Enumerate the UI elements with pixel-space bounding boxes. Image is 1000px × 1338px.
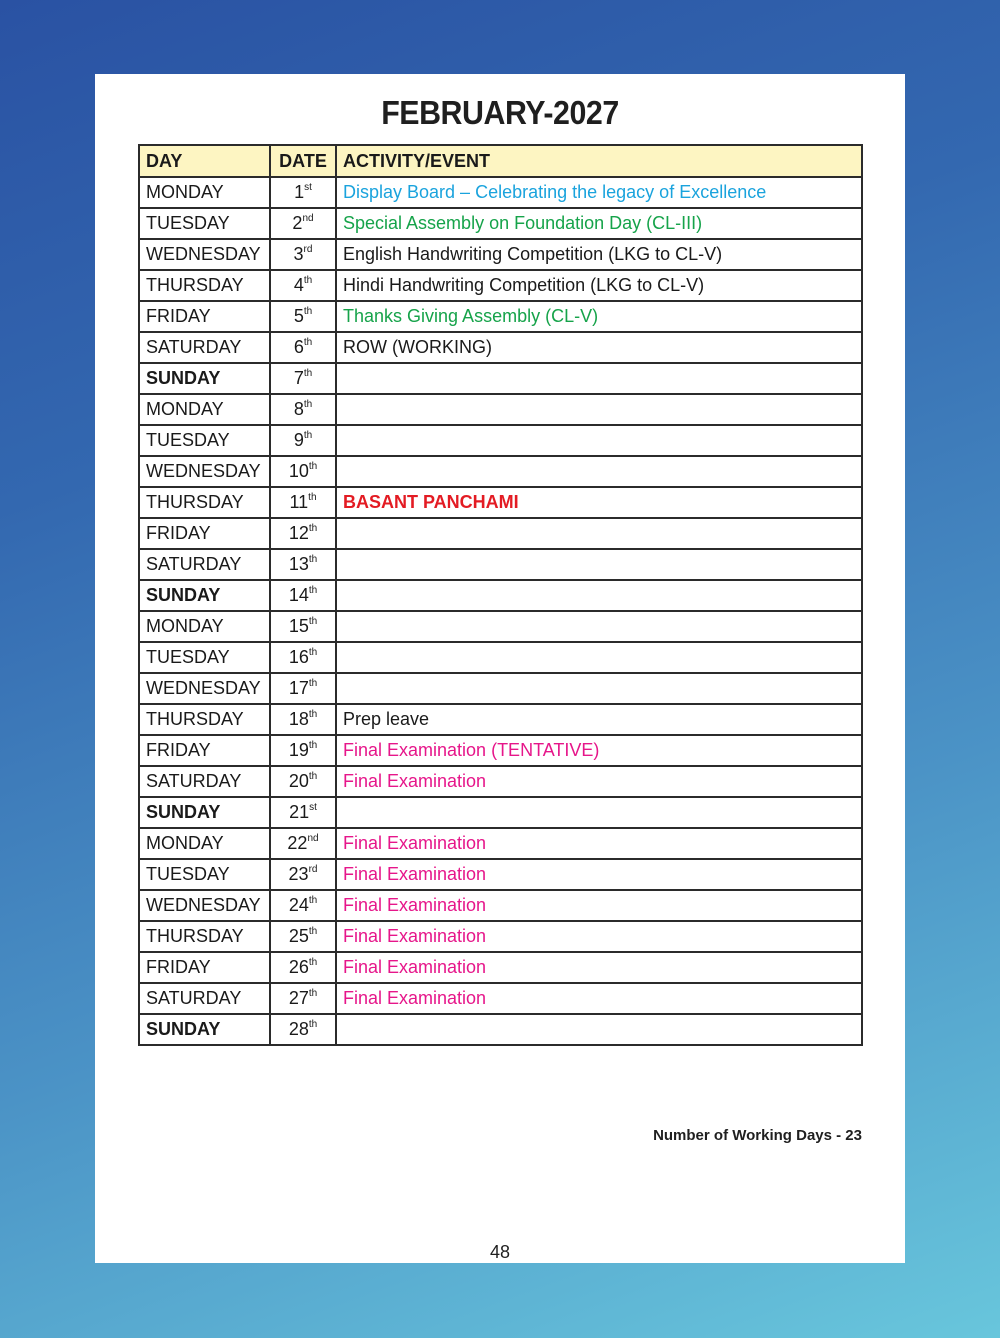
table-row [139,735,862,766]
table-row [139,797,862,828]
activity-cell: BASANT PANCHAMI [336,487,862,518]
day-cell: TUESDAY [139,859,270,890]
date-ordinal-suffix: th [308,1019,318,1030]
table-row [139,425,862,456]
date-ordinal-suffix: th [308,895,318,906]
table-row [139,549,862,580]
date-number: 18 [288,709,309,729]
date-ordinal-suffix: nd [307,833,319,844]
activity-cell: Prep leave [336,704,862,735]
date-ordinal-suffix: th [303,337,313,348]
date-ordinal-suffix: rd [303,244,313,255]
day-cell: THURSDAY [139,487,270,518]
page-title: FEBRUARY-2027 [381,94,619,131]
page-number: 48 [489,1242,511,1262]
date-cell [270,983,336,1014]
date-number: 14 [288,585,309,605]
date-ordinal-suffix: th [308,771,318,782]
date-cell [270,611,336,642]
activity-cell: Final Examination (TENTATIVE) [336,735,862,766]
table-row [139,983,862,1014]
date-number: 7 [293,368,304,388]
date-number: 11 [289,492,309,512]
date-number: 10 [288,461,309,481]
date-cell [270,394,336,425]
date-cell [270,797,336,828]
day-cell: WEDNESDAY [139,673,270,704]
date-number: 25 [288,926,309,946]
date-ordinal-suffix: th [308,957,318,968]
date-cell [270,952,336,983]
date-ordinal-suffix: th [308,461,318,472]
date-cell [270,735,336,766]
activity-cell: Final Examination [336,766,862,797]
table-row [139,642,862,673]
day-cell: SUNDAY [139,363,270,394]
day-cell: TUESDAY [139,208,270,239]
activity-cell: Final Examination [336,890,862,921]
table-row [139,518,862,549]
date-ordinal-suffix: th [303,275,313,286]
date-cell [270,239,336,270]
header-activity: ACTIVITY/EVENT [336,145,862,177]
activity-cell [336,425,862,456]
table-row [139,766,862,797]
day-cell: FRIDAY [139,301,270,332]
table-body [139,177,862,1045]
activity-cell [336,580,862,611]
table-row [139,177,862,208]
table-row [139,332,862,363]
table-row [139,673,862,704]
activity-cell: English Handwriting Competition (LKG to CL-V) [336,239,862,270]
day-cell: TUESDAY [139,425,270,456]
date-number: 9 [293,430,304,450]
date-ordinal-suffix: th [303,306,313,317]
day-cell: WEDNESDAY [139,890,270,921]
calendar-table [138,144,863,1046]
date-number: 22 [287,833,308,853]
date-number: 12 [288,523,309,543]
table-row [139,859,862,890]
table-row [139,1014,862,1045]
table-row [139,952,862,983]
day-cell: SUNDAY [139,797,270,828]
date-number: 13 [288,554,309,574]
activity-cell: Hindi Handwriting Competition (LKG to CL-V) [336,270,862,301]
activity-cell: ROW (WORKING) [336,332,862,363]
date-number: 19 [288,740,309,760]
activity-cell [336,673,862,704]
date-number: 8 [293,399,304,419]
table-row [139,890,862,921]
day-cell: FRIDAY [139,518,270,549]
date-cell [270,766,336,797]
date-cell [270,921,336,952]
activity-cell: Final Examination [336,859,862,890]
day-cell: THURSDAY [139,704,270,735]
table-row [139,828,862,859]
date-ordinal-suffix: th [303,368,313,379]
table-row [139,301,862,332]
date-number: 16 [288,647,309,667]
table-row [139,456,862,487]
activity-cell [336,394,862,425]
day-cell: SATURDAY [139,983,270,1014]
activity-cell: Special Assembly on Foundation Day (CL-III) [336,208,862,239]
date-ordinal-suffix: th [308,554,318,565]
date-ordinal-suffix: th [308,678,318,689]
day-cell: MONDAY [139,177,270,208]
day-cell: SATURDAY [139,549,270,580]
table-row [139,363,862,394]
table-row [139,208,862,239]
date-cell [270,332,336,363]
activity-cell: Display Board – Celebrating the legacy of Excellence [336,177,862,208]
day-cell: THURSDAY [139,921,270,952]
header-day: DAY [139,145,270,177]
day-cell: SATURDAY [139,332,270,363]
date-cell [270,487,336,518]
table-row [139,487,862,518]
date-ordinal-suffix: rd [308,864,318,875]
day-cell: SUNDAY [139,580,270,611]
date-number: 15 [288,616,309,636]
table-row [139,704,862,735]
day-cell: MONDAY [139,394,270,425]
day-cell: WEDNESDAY [139,456,270,487]
day-cell: FRIDAY [139,952,270,983]
date-cell [270,890,336,921]
date-cell [270,301,336,332]
date-number: 24 [288,895,309,915]
activity-cell: Final Examination [336,921,862,952]
date-number: 27 [288,988,309,1008]
date-ordinal-suffix: th [308,740,318,751]
activity-cell [336,518,862,549]
day-cell: MONDAY [139,611,270,642]
date-ordinal-suffix: st [304,182,312,193]
activity-cell [336,611,862,642]
day-cell: THURSDAY [139,270,270,301]
date-cell [270,704,336,735]
date-ordinal-suffix: th [303,399,313,410]
activity-cell [336,456,862,487]
date-number: 5 [293,306,304,326]
date-number: 26 [288,957,309,977]
table-row [139,921,862,952]
date-cell [270,518,336,549]
activity-cell [336,549,862,580]
date-cell [270,828,336,859]
activity-cell: Final Examination [336,828,862,859]
date-ordinal-suffix: nd [302,213,314,224]
table-row [139,270,862,301]
date-cell [270,673,336,704]
activity-cell: Final Examination [336,952,862,983]
date-ordinal-suffix: th [308,709,318,720]
date-number: 21 [289,802,310,822]
table-row [139,394,862,425]
table-row [139,611,862,642]
working-days-count: Number of Working Days - 23 [653,1127,862,1144]
date-cell [270,859,336,890]
date-cell [270,425,336,456]
date-cell [270,1014,336,1045]
date-number: 6 [293,337,304,357]
date-cell [270,642,336,673]
header-date: DATE [270,145,336,177]
date-number: 3 [293,244,304,264]
table-header-row [139,145,862,177]
date-number: 20 [288,771,309,791]
day-cell: FRIDAY [139,735,270,766]
table-row [139,239,862,270]
date-number: 1 [294,182,305,202]
date-ordinal-suffix: th [308,616,318,627]
date-cell [270,208,336,239]
activity-cell [336,642,862,673]
date-ordinal-suffix: th [308,523,318,534]
date-cell [270,363,336,394]
date-cell [270,270,336,301]
activity-cell: Final Examination [336,983,862,1014]
date-ordinal-suffix: th [303,430,313,441]
date-number: 28 [288,1019,309,1039]
date-ordinal-suffix: th [308,988,318,999]
date-number: 23 [288,864,309,884]
activity-cell [336,1014,862,1045]
date-cell [270,580,336,611]
date-cell [270,456,336,487]
activity-cell [336,797,862,828]
day-cell: SATURDAY [139,766,270,797]
day-cell: SUNDAY [139,1014,270,1045]
date-ordinal-suffix: th [308,492,317,503]
day-cell: WEDNESDAY [139,239,270,270]
date-cell [270,177,336,208]
date-ordinal-suffix: th [308,926,318,937]
date-cell [270,549,336,580]
calendar-page [95,74,905,1263]
table-row [139,580,862,611]
date-ordinal-suffix: th [308,647,318,658]
activity-cell: Thanks Giving Assembly (CL-V) [336,301,862,332]
date-number: 2 [292,213,303,233]
day-cell: TUESDAY [139,642,270,673]
activity-cell [336,363,862,394]
date-ordinal-suffix: th [308,585,318,596]
day-cell: MONDAY [139,828,270,859]
date-number: 17 [288,678,309,698]
date-ordinal-suffix: st [309,802,317,813]
date-number: 4 [293,275,304,295]
